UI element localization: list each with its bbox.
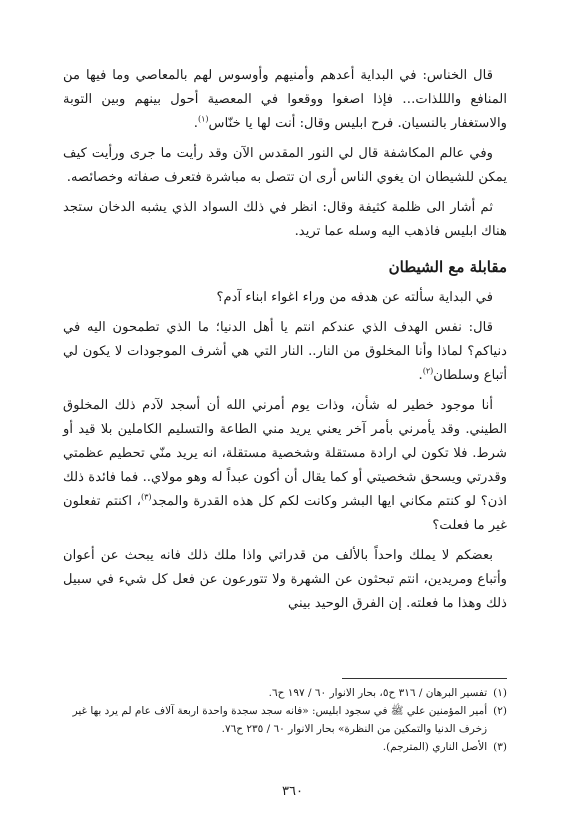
paragraph-text: بعضكم لا يملك واحداً بالألف من قدراتي واذا ملك ذلك فانه يبحث عن أعوان وأتباع ومريدين، انتم تبحثون عن الشهرة ولا تتورعون عن فعل كل شيء في سبيل ذلك وهذا ما فعلته. إن الفرق الوحيد بيني <box>63 548 507 611</box>
paragraph <box>63 196 507 244</box>
footnote-text: أمير المؤمنين علي ﷺ في سجود ابليس: «فانه سجد سجدة واحدة اربعة آلاف عام لم يرد بها غير زخرف الدنيا والتمكين من النظرة» بحار الانوار ٦٠ / ٢٣٥ ح٧٦. <box>72 705 488 735</box>
paragraph-tail: . <box>193 116 198 131</box>
paragraph <box>63 142 507 190</box>
footnote <box>63 684 507 702</box>
page-number: ٣٦٠ <box>282 784 303 799</box>
footnote <box>63 702 507 738</box>
footnote-reference[interactable]: (٢) <box>422 366 434 376</box>
paragraph-tail: ، اكنتم تفعلون غير ما فعلت؟ <box>63 494 507 533</box>
footnote-number: (١) <box>493 687 507 699</box>
paragraph-text: أنا موجود خطير له شأن، وذات يوم أمرني الله أن أسجد لآدم ذلك المخلوق الطيني. وقد يأمرني بأمر آخر يعني يريد مني الطاعة والتسليم الكاملين بلا قيد أو شرط. فلا تكون لي ارادة مستقلة وشخصية مستقلة، انه يريد منّي تحطيم عظمتي وقدرتي ويسحق شخصيتي أو كما يقال أن أكون عبداً له وهو مولاي.. فما فائدة ذلك اذن؟ لو كنتم مكاني ايها البشر وكانت لكم كل هذه القدرة والمجد <box>63 398 507 509</box>
footnote <box>63 738 507 756</box>
footnotes <box>63 684 507 756</box>
footnote-text: الأصل الناري (المترجم). <box>382 741 488 753</box>
paragraph-tail: . <box>418 368 423 383</box>
footnote-number: (٣) <box>493 741 507 753</box>
paragraph-text: قال الخناس: في البداية أعدهم وأمنيهم وأوسوس لهم بالمعاصي وما فيها من المنافع والللذات… فإذا اصغوا ووقعوا في المعصية أحول بينهم وبين التوبة والاستغفار بالنسيان. فرح ابليس وقال: أنت لها يا خنّاس <box>63 68 507 131</box>
paragraph <box>63 394 507 538</box>
footnote-divider <box>342 678 507 679</box>
paragraph <box>63 64 507 136</box>
footnote-reference[interactable]: (١) <box>197 114 209 124</box>
paragraph-text: وفي عالم المكاشفة قال لي النور المقدس الآن وقد رأيت ما جرى ورأيت كيف يمكن للشيطان ان يغوي الناس أرى ان تتصل به مباشرة فتعرف صفاته وخصائصه. <box>63 146 507 185</box>
footnote-text: تفسير البرهان / ٣١٦ ح٥، بحار الانوار ٦٠ / ١٩٧ ح٦. <box>268 687 488 699</box>
footnote-number: (٢) <box>493 705 507 717</box>
footnote-reference[interactable]: (٣) <box>140 492 152 502</box>
paragraph <box>63 544 507 616</box>
paragraph <box>63 316 507 388</box>
paragraph-text: في البداية سألته عن هدفه من وراء اغواء ابناء آدم؟ <box>216 290 493 305</box>
section-heading: مقابلة مع الشيطان <box>388 258 507 276</box>
paragraph-text: قال: نفس الهدف الذي عندكم انتم يا أهل الدنيا؛ ما الذي تطمحون اليه في دنياكم؟ لماذا وأنا المخلوق من النار.. النار التي هي أشرف الموجودات لا يكون لي أتباع وسلطان <box>63 320 507 383</box>
paragraph <box>63 286 507 310</box>
paragraph-text: ثم أشار الى ظلمة كثيفة وقال: انظر في ذلك السواد الذي يشبه الدخان ستجد هناك ابليس فاذهب اليه وسله عما تريد. <box>63 200 507 239</box>
